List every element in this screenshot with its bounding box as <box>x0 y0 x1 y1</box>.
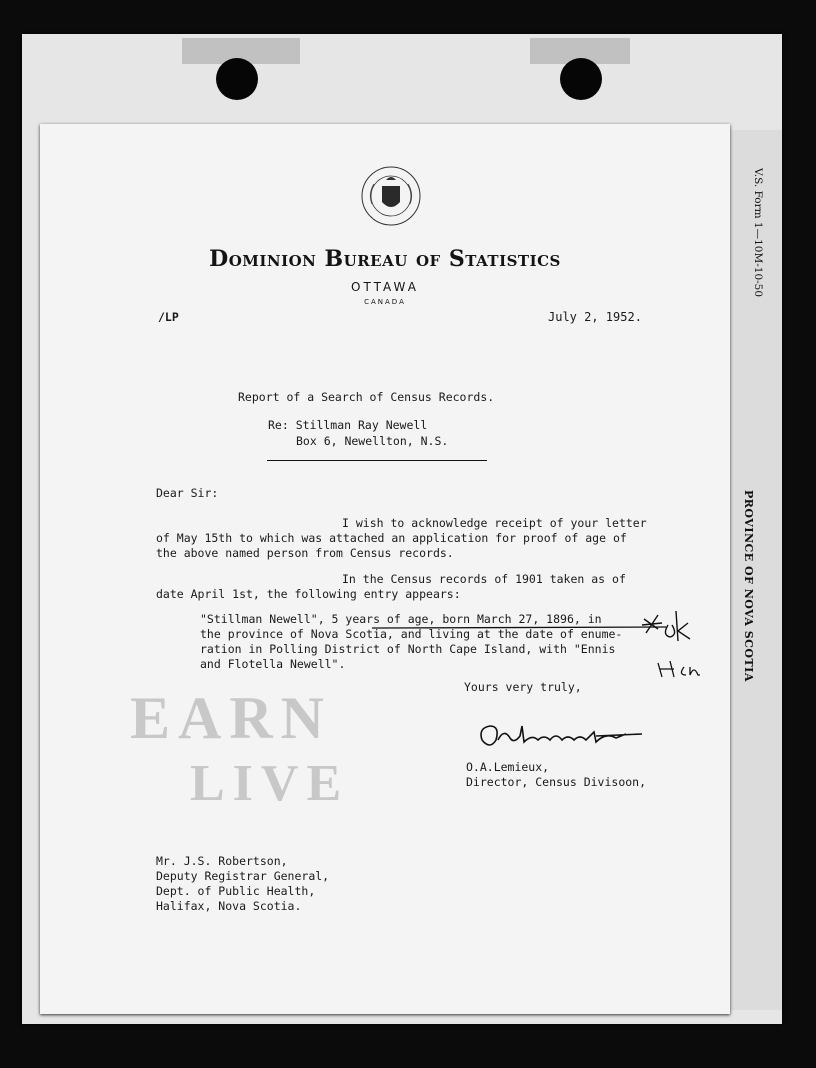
re-address: Box 6, Newellton, N.S. <box>296 434 449 448</box>
punch-hole-right <box>560 58 602 100</box>
census-entry-line: and Flotella Newell". <box>200 657 346 671</box>
body-line: date April 1st, the following entry appears: <box>156 587 461 601</box>
recipient-line: Mr. J.S. Robertson, <box>156 854 288 868</box>
body-line: of May 15th to which was attached an application for proof of age of <box>156 531 627 545</box>
province-label: PROVINCE OF NOVA SCOTIA <box>742 490 755 682</box>
divider <box>267 460 487 461</box>
handwritten-annotation <box>640 605 720 685</box>
body-line: I wish to acknowledge receipt of your letter <box>342 516 647 530</box>
body-line: In the Census records of 1901 taken as of <box>342 572 626 586</box>
form-number: V.S. Form 1—10M-10-50 <box>752 168 764 298</box>
city-label: OTTAWA <box>351 280 419 294</box>
closing: Yours very truly, <box>464 680 582 694</box>
bleed-through-text: EARN <box>130 685 333 751</box>
signer-name: O.A.Lemieux, <box>466 760 550 774</box>
country-label: CANADA <box>364 298 406 306</box>
organization-title: Dominion Bureau of Statistics <box>209 246 561 272</box>
reference-code: /LP <box>158 310 179 324</box>
underline-mark <box>370 624 666 632</box>
re-name: Re: Stillman Ray Newell <box>268 418 428 432</box>
body-line: the above named person from Census records. <box>156 546 454 560</box>
census-entry-line: ration in Polling District of North Cape Island, with "Ennis <box>200 642 616 656</box>
letter-date: July 2, 1952. <box>548 310 642 324</box>
recipient-line: Halifax, Nova Scotia. <box>156 899 302 913</box>
salutation: Dear Sir: <box>156 486 219 500</box>
crest-seal-icon <box>360 164 422 230</box>
census-entry-line: "Stillman Newell", 5 years of age, born March 27, 1896, in <box>200 612 602 626</box>
handwritten-signature <box>476 718 646 758</box>
recipient-line: Deputy Registrar General, <box>156 869 330 883</box>
signer-title: Director, Census Divisoon, <box>466 775 647 789</box>
census-entry-line: the province of Nova Scotia, and living at the date of enume- <box>200 627 623 641</box>
recipient-line: Dept. of Public Health, <box>156 884 316 898</box>
punch-hole-left <box>216 58 258 100</box>
bleed-through-text: LIVE <box>190 755 350 812</box>
letter-sheet <box>40 124 730 1014</box>
subject-line: Report of a Search of Census Records. <box>238 390 495 404</box>
